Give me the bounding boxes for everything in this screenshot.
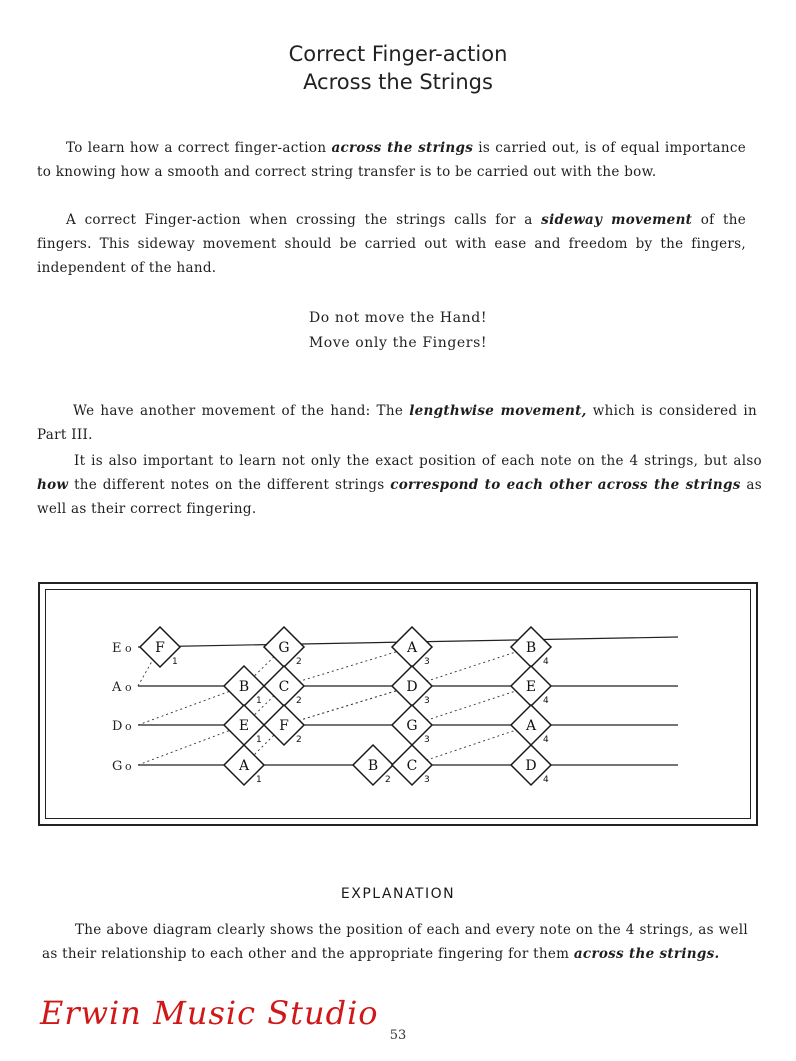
note-label: B bbox=[238, 679, 250, 695]
finger-number: 4 bbox=[543, 775, 549, 785]
explanation-text: The above diagram clearly shows the position of each and every note on the 4 strings, as well as their relationship to each other and the appropriate fingering for them bbox=[42, 922, 748, 962]
open-string-marker: o bbox=[125, 681, 132, 694]
paragraph-4-emphasis-2: correspond to each other across the strings bbox=[390, 477, 741, 493]
connector-line bbox=[138, 686, 244, 725]
string-label: E bbox=[112, 641, 122, 656]
note-label: C bbox=[278, 679, 290, 695]
paragraph-3 bbox=[37, 399, 757, 447]
paragraph-4-text-b: the different notes on the different strings bbox=[68, 477, 391, 493]
paragraph-1-text-a: To learn how a correct finger-action bbox=[66, 140, 332, 156]
note-label: F bbox=[155, 640, 165, 656]
paragraph-2-text-a: A correct Finger-action when crossing the strings calls for a bbox=[66, 212, 542, 228]
connector-line bbox=[138, 725, 244, 765]
paragraph-2-text-b: of the fingers. This sideway movement should be carried out with ease and freedom by the fingers, independent of the hand. bbox=[37, 212, 746, 276]
connector-line bbox=[412, 647, 531, 686]
note-label: D bbox=[406, 679, 418, 695]
finger-number: 1 bbox=[256, 775, 262, 785]
finger-number: 4 bbox=[543, 696, 549, 706]
finger-number: 3 bbox=[424, 735, 430, 745]
string-label: A bbox=[112, 680, 122, 695]
paragraph-4-text-c: as well as their correct fingering. bbox=[37, 477, 762, 517]
instruction-line-2: Move only the Fingers! bbox=[308, 335, 488, 351]
finger-number: 4 bbox=[543, 735, 549, 745]
paragraph-2 bbox=[37, 208, 746, 280]
note-label: G bbox=[406, 718, 418, 734]
paragraph-3-text-b: which is considered in Part III. bbox=[37, 403, 758, 443]
finger-number: 2 bbox=[296, 696, 302, 706]
title-line-1: Correct Finger-action bbox=[288, 42, 508, 66]
paragraph-4 bbox=[37, 449, 762, 521]
note-label: G bbox=[278, 640, 290, 656]
note-label: B bbox=[367, 758, 379, 774]
connector-line bbox=[412, 725, 531, 765]
connector-line bbox=[284, 686, 412, 725]
paragraph-4-text-a: It is also important to learn not only the exact position of each note on the 4 strings, but also bbox=[74, 453, 762, 469]
paragraph-3-emphasis: lengthwise movement, bbox=[409, 403, 587, 419]
paragraph-1 bbox=[37, 136, 746, 184]
title-line-2: Across the Strings bbox=[303, 70, 493, 94]
string-label: D bbox=[112, 719, 123, 734]
note-label: A bbox=[406, 640, 418, 656]
instruction-line-1: Do not move the Hand! bbox=[308, 310, 488, 326]
paragraph-1-emphasis: across the strings bbox=[331, 140, 474, 156]
string-label: G bbox=[112, 759, 123, 774]
note-label: A bbox=[525, 718, 537, 734]
studio-watermark: Erwin Music Studio bbox=[40, 994, 379, 1032]
finger-number: 1 bbox=[256, 735, 262, 745]
open-string-marker: o bbox=[125, 642, 132, 655]
note-label: E bbox=[525, 679, 537, 695]
explanation-heading: EXPLANATION bbox=[340, 886, 456, 902]
connector-line bbox=[412, 686, 531, 725]
paragraph-3-text-a: We have another movement of the hand: The bbox=[73, 403, 410, 419]
note-label: D bbox=[525, 758, 537, 774]
explanation-emphasis: across the strings. bbox=[573, 946, 720, 962]
fingerboard-diagram bbox=[38, 582, 758, 826]
open-string-marker: o bbox=[125, 720, 132, 733]
finger-number: 1 bbox=[256, 696, 262, 706]
finger-number: 2 bbox=[296, 735, 302, 745]
page-number: 53 bbox=[389, 1028, 407, 1043]
paragraph-1-text-b: is carried out, is of equal importance to knowing how a smooth and correct string transfer is to be carried out with the bow. bbox=[37, 140, 746, 180]
finger-number: 1 bbox=[172, 657, 178, 667]
page-title bbox=[0, 40, 796, 96]
note-label: B bbox=[525, 640, 537, 656]
open-string-marker: o bbox=[125, 760, 132, 773]
note-label: E bbox=[238, 718, 250, 734]
finger-number: 2 bbox=[385, 775, 391, 785]
note-label: C bbox=[406, 758, 418, 774]
note-label: F bbox=[279, 718, 289, 734]
finger-number: 2 bbox=[296, 657, 302, 667]
centered-instructions bbox=[0, 306, 796, 356]
finger-number: 3 bbox=[424, 775, 430, 785]
note-label: A bbox=[238, 758, 250, 774]
paragraph-2-emphasis: sideway movement bbox=[541, 212, 693, 228]
explanation-paragraph bbox=[42, 918, 748, 966]
paragraph-4-emphasis-1: how bbox=[37, 477, 69, 493]
finger-number: 4 bbox=[543, 657, 549, 667]
connector-line bbox=[284, 647, 412, 686]
finger-number: 3 bbox=[424, 657, 430, 667]
finger-number: 3 bbox=[424, 696, 430, 706]
